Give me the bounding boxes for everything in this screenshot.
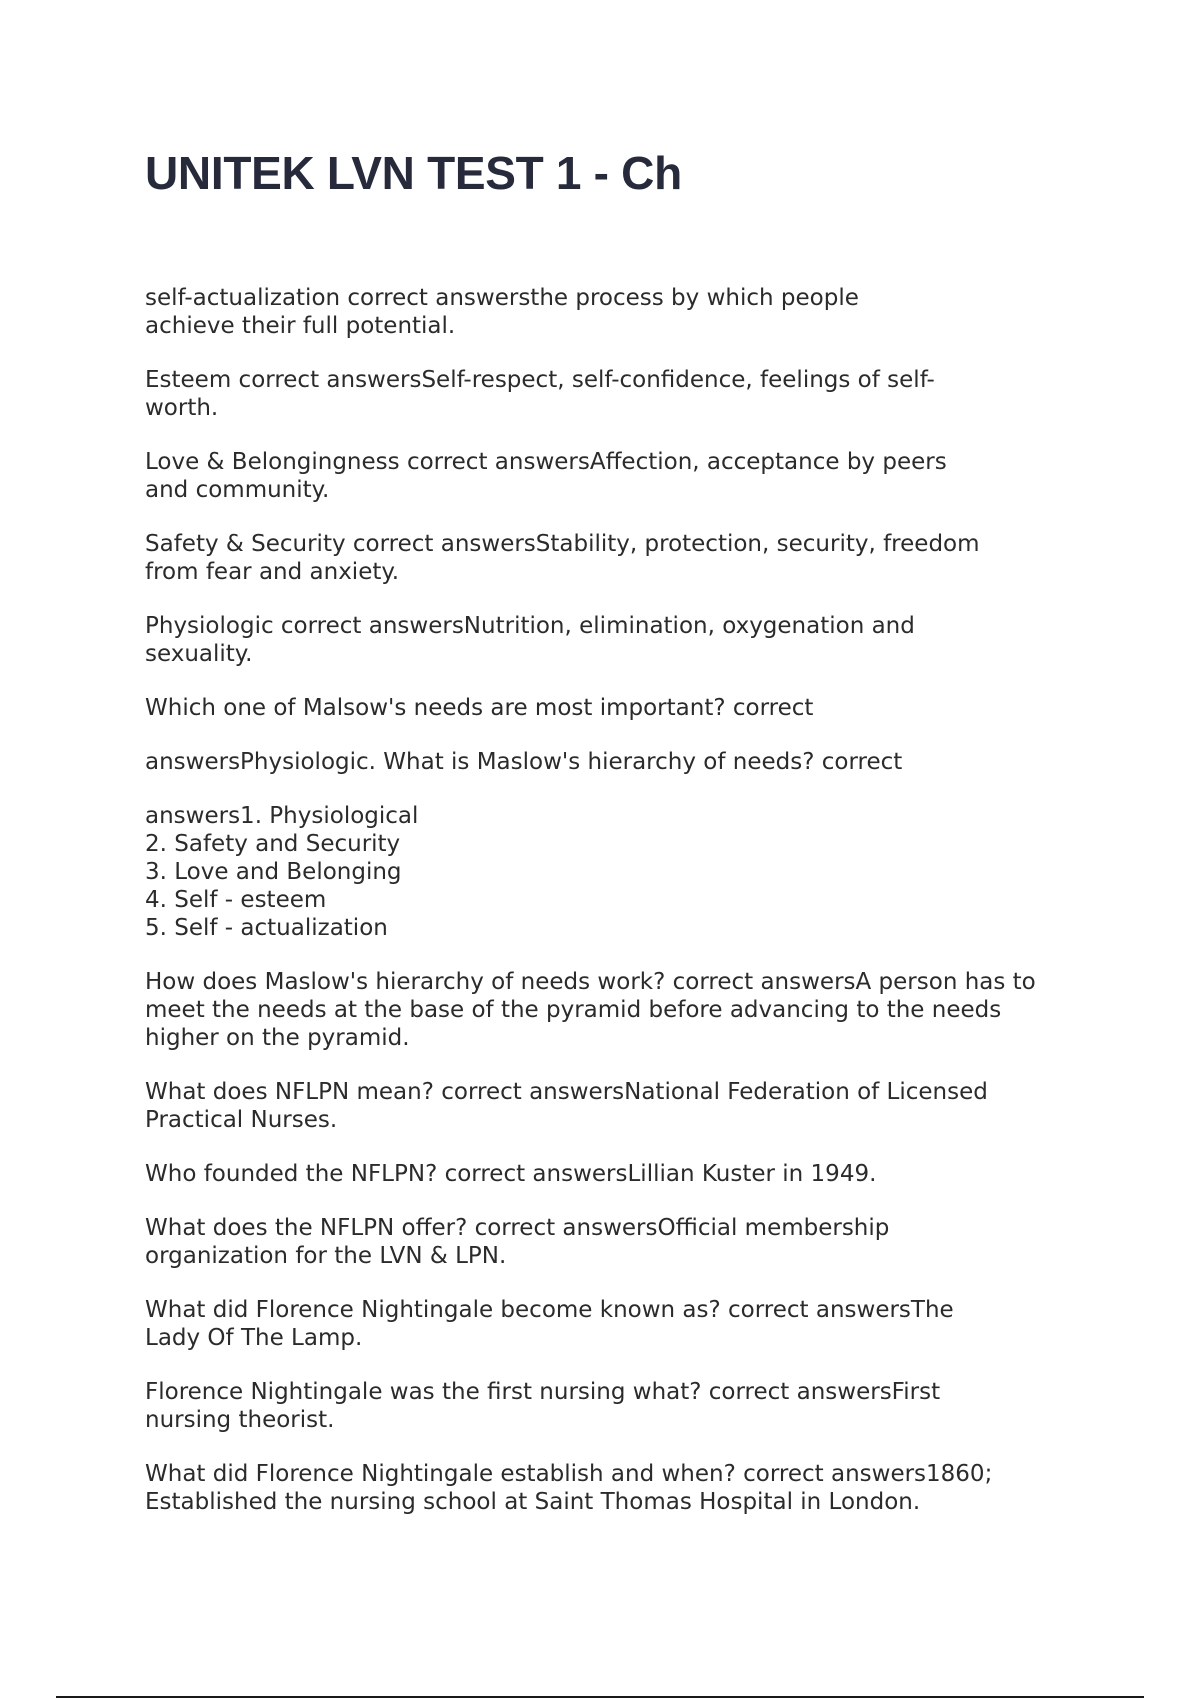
text-line: Physiologic correct answersNutrition, elimination, oxygenation and xyxy=(145,613,915,639)
text-line: self-actualization correct answersthe process by which people xyxy=(145,285,859,311)
paragraph xyxy=(145,448,1090,504)
text-line: What does NFLPN mean? correct answersNational Federation of Licensed xyxy=(145,1079,988,1105)
page-title: UNITEK LVN TEST 1 - Ch xyxy=(145,147,682,199)
list-item: 2. Safety and Security xyxy=(145,831,401,857)
paragraph xyxy=(145,748,1090,776)
text-line: What did Florence Nightingale become known as? correct answersThe xyxy=(145,1297,954,1323)
paragraph xyxy=(145,968,1090,1052)
paragraph xyxy=(145,1296,1090,1352)
text-line: Florence Nightingale was the first nursing what? correct answersFirst xyxy=(145,1379,941,1405)
text-line: What does the NFLPN offer? correct answersOfficial membership xyxy=(145,1215,890,1241)
text-line: higher on the pyramid. xyxy=(145,1025,410,1051)
text-line: nursing theorist. xyxy=(145,1407,335,1433)
text-line: Love & Belongingness correct answersAffection, acceptance by peers xyxy=(145,449,947,475)
text-line: Lady Of The Lamp. xyxy=(145,1325,363,1351)
numbered-list-paragraph xyxy=(145,802,1090,942)
text-line: and community. xyxy=(145,477,330,503)
text-line: worth. xyxy=(145,395,219,421)
footer-divider xyxy=(56,1696,1144,1698)
list-item: answers1. Physiological xyxy=(145,803,419,829)
paragraph xyxy=(145,612,1090,668)
paragraph xyxy=(145,530,1090,586)
text-line: meet the needs at the base of the pyramid before advancing to the needs xyxy=(145,997,1002,1023)
text-line: Which one of Malsow's needs are most important? correct xyxy=(145,695,814,721)
paragraph xyxy=(145,694,1090,722)
text-line: Esteem correct answersSelf-respect, self-confidence, feelings of self- xyxy=(145,367,935,393)
text-line: from fear and anxiety. xyxy=(145,559,400,585)
list-item: 5. Self - actualization xyxy=(145,915,388,941)
text-line: Practical Nurses. xyxy=(145,1107,338,1133)
text-line: achieve their full potential. xyxy=(145,313,456,339)
text-line: Safety & Security correct answersStability, protection, security, freedom xyxy=(145,531,980,557)
text-line: organization for the LVN & LPN. xyxy=(145,1243,507,1269)
document-body xyxy=(145,284,1090,1542)
text-line: Who founded the NFLPN? correct answersLillian Kuster in 1949. xyxy=(145,1161,877,1187)
paragraph xyxy=(145,1214,1090,1270)
text-line: What did Florence Nightingale establish and when? correct answers1860; xyxy=(145,1461,993,1487)
list-item: 3. Love and Belonging xyxy=(145,859,402,885)
paragraph xyxy=(145,1378,1090,1434)
paragraph xyxy=(145,1460,1090,1516)
paragraph xyxy=(145,284,1090,340)
paragraph xyxy=(145,366,1090,422)
text-line: answersPhysiologic. What is Maslow's hierarchy of needs? correct xyxy=(145,749,903,775)
paragraph xyxy=(145,1160,1090,1188)
list-item: 4. Self - esteem xyxy=(145,887,327,913)
paragraph xyxy=(145,1078,1090,1134)
text-line: sexuality. xyxy=(145,641,253,667)
text-line: How does Maslow's hierarchy of needs work? correct answersA person has to xyxy=(145,969,1036,995)
text-line: Established the nursing school at Saint Thomas Hospital in London. xyxy=(145,1489,921,1515)
